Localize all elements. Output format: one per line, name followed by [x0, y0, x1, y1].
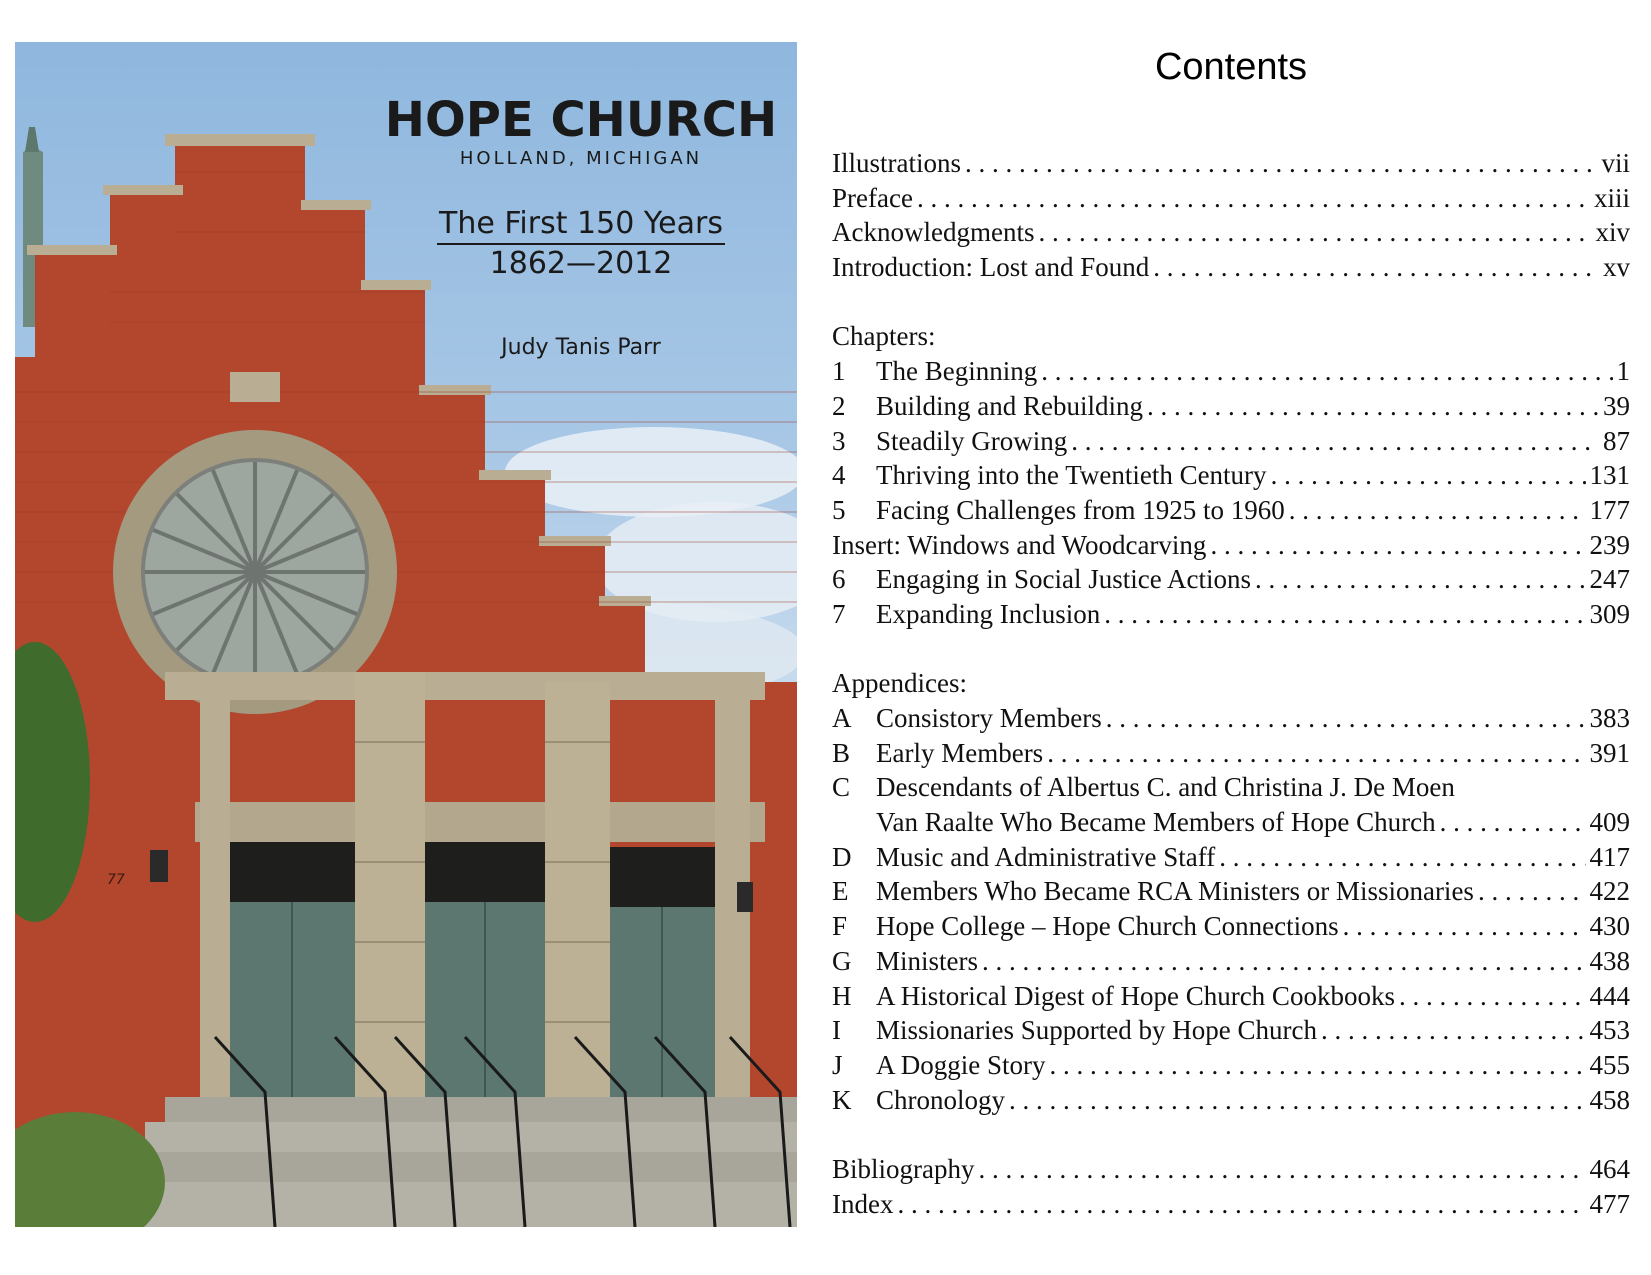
toc-entry-title: Facing Challenges from 1925 to 1960 [876, 494, 1285, 525]
toc-dot-leader [982, 944, 1585, 979]
toc-entry-title: Index [832, 1188, 894, 1219]
toc-entry-page: 464 [1589, 1153, 1630, 1184]
toc-dot-leader [1041, 354, 1612, 389]
toc-entry-title: Steadily Growing [876, 425, 1068, 456]
toc-entry-number: F [832, 911, 848, 942]
toc-dot-leader [1343, 909, 1586, 944]
toc-entry-page: xiv [1595, 217, 1630, 248]
toc-entry-number: 3 [832, 425, 846, 456]
toc-entry-page: 477 [1589, 1188, 1630, 1219]
toc-entry-title: Introduction: Lost and Found [832, 252, 1150, 283]
cover-title: HOPE CHURCH [384, 92, 778, 148]
toc-entry-number: 5 [832, 494, 846, 525]
toc-dot-leader [1106, 701, 1586, 736]
toc-spacer [832, 285, 1630, 320]
toc-entry-number: D [832, 841, 852, 872]
toc-entry-page: xv [1603, 252, 1630, 283]
toc-entry-number: I [832, 1015, 841, 1046]
toc-entry-title: Consistory Members [876, 703, 1102, 733]
toc-entry-number: B [832, 737, 851, 768]
toc-entry[interactable] [832, 944, 1630, 979]
toc-entry-number: K [832, 1084, 852, 1115]
toc-dot-leader [979, 1152, 1586, 1187]
toc-entry-page: 239 [1589, 529, 1630, 560]
toc-entry-page: 131 [1589, 460, 1630, 491]
toc-entry-number: 4 [832, 460, 846, 491]
toc-entry-number: H [832, 980, 852, 1011]
toc-dot-leader [1009, 1083, 1585, 1118]
toc-entry[interactable] [832, 493, 1630, 528]
toc-entry-title: Thriving into the Twentieth Century [876, 460, 1267, 491]
toc-entry-title: Descendants of Albertus C. and Christina J. De Moen [876, 772, 1455, 803]
toc-entry[interactable] [832, 250, 1630, 285]
toc-section-heading: Chapters: [832, 321, 936, 352]
toc-entry-number: G [832, 945, 852, 976]
toc-entry[interactable] [832, 528, 1630, 563]
toc-dot-leader [1255, 562, 1586, 597]
toc-dot-leader [1153, 250, 1599, 285]
toc-entry[interactable] [832, 770, 1630, 805]
toc-entry-title: Hope College – Hope Church Connections [876, 911, 1339, 942]
toc-entry-number: E [832, 876, 849, 907]
toc-entry-title: Ministers [876, 945, 979, 976]
cover-subtitle: HOLLAND, MICHIGAN [459, 148, 703, 169]
toc-entry-title: Building and Rebuilding [876, 390, 1143, 421]
table-of-contents [832, 40, 1630, 1219]
toc-entry-title: A Doggie Story [876, 1049, 1046, 1080]
toc-dot-leader [1289, 493, 1586, 528]
toc-entry[interactable] [832, 562, 1630, 597]
toc-entry[interactable] [832, 979, 1630, 1014]
book-cover [15, 42, 797, 1227]
toc-entry[interactable] [832, 736, 1630, 771]
toc-entry[interactable] [832, 424, 1630, 459]
toc-spacer [832, 1117, 1630, 1152]
toc-entry[interactable] [832, 1013, 1630, 1048]
toc-entry-page: 458 [1589, 1084, 1630, 1115]
toc-entry-page: xiii [1593, 182, 1630, 213]
toc-entry[interactable] [832, 874, 1630, 909]
toc-entry-title: Bibliography [832, 1153, 975, 1184]
contents-heading: Contents [1154, 46, 1308, 88]
toc-entry[interactable] [832, 181, 1630, 216]
toc-entry[interactable] [832, 1187, 1630, 1222]
toc-entry-page: vii [1601, 148, 1630, 178]
toc-entry-title: Chronology [876, 1084, 1006, 1115]
toc-entry[interactable] [832, 840, 1630, 875]
toc-entry-title: Members Who Became RCA Ministers or Missionaries [876, 876, 1474, 907]
toc-entry[interactable] [832, 146, 1630, 181]
toc-entry-page: 87 [1603, 425, 1630, 456]
toc-entry-page: 383 [1589, 703, 1630, 733]
toc-dot-leader [917, 181, 1590, 216]
toc-entry-title: Missionaries Supported by Hope Church [876, 1015, 1317, 1046]
toc-entry[interactable] [832, 1083, 1630, 1118]
toc-entry-page: 417 [1589, 841, 1630, 872]
toc-entry[interactable] [832, 805, 1630, 840]
toc-entry-title: A Historical Digest of Hope Church Cookbooks [876, 980, 1395, 1011]
toc-entry[interactable] [832, 1152, 1630, 1187]
toc-entry-page: 453 [1589, 1015, 1630, 1046]
toc-entry-page: 422 [1589, 876, 1630, 907]
toc-spacer [832, 632, 1630, 667]
toc-dot-leader [1038, 215, 1591, 250]
toc-entry-number: 2 [832, 390, 846, 421]
toc-entry[interactable] [832, 909, 1630, 944]
toc-dot-leader [1104, 597, 1585, 632]
toc-dot-leader [1478, 874, 1586, 909]
cover-author: Judy Tanis Parr [501, 335, 661, 360]
toc-dot-leader [1047, 736, 1585, 771]
cover-years [375, 205, 787, 283]
toc-entry-page: 1 [1616, 356, 1630, 387]
toc-entry-title: Acknowledgments [832, 217, 1035, 248]
toc-entry-page: 409 [1589, 807, 1630, 838]
toc-entry-number: 1 [832, 356, 846, 387]
toc-entry-page: 309 [1589, 598, 1630, 629]
toc-entry-title: Insert: Windows and Woodcarving [832, 529, 1207, 560]
cover-years-line1: The First 150 Years [437, 205, 725, 245]
toc-entry[interactable] [832, 354, 1630, 389]
toc-entry[interactable] [832, 389, 1630, 424]
toc-entry-number: A [832, 703, 852, 733]
toc-entry-page: 177 [1589, 494, 1630, 525]
toc-entry-title: Early Members [876, 737, 1044, 768]
toc-entry-page: 247 [1589, 564, 1630, 595]
toc-entry-title: Preface [832, 182, 913, 213]
toc-section-heading: Appendices: [832, 668, 967, 699]
toc-entry-title: Music and Administrative Staff [876, 841, 1216, 872]
toc-dot-leader [1071, 424, 1599, 459]
toc-dot-leader [1050, 1048, 1586, 1083]
toc-entry-title: Expanding Inclusion [876, 598, 1101, 629]
toc-dot-leader [1210, 528, 1585, 563]
toc-entry-title: Illustrations [832, 148, 961, 178]
toc-entry[interactable] [832, 597, 1630, 632]
toc-entry-number: 7 [832, 598, 846, 629]
toc-entry-number: 6 [832, 564, 846, 595]
toc-list [832, 146, 1630, 1221]
toc-entry-page: 455 [1589, 1049, 1630, 1080]
toc-entry-title: The Beginning [876, 356, 1038, 387]
toc-dot-leader [1399, 979, 1586, 1014]
toc-entry-page: 391 [1589, 737, 1630, 768]
toc-entry-number: C [832, 772, 851, 803]
toc-entry-title: Van Raalte Who Became Members of Hope Church [876, 807, 1436, 838]
toc-entry-title: Engaging in Social Justice Actions [876, 564, 1251, 595]
toc-dot-leader [1271, 458, 1586, 493]
address-number: 77 [107, 872, 125, 888]
cover-years-line2: 1862—2012 [489, 246, 673, 281]
toc-entry[interactable] [832, 1048, 1630, 1083]
toc-entry-page: 39 [1603, 390, 1630, 421]
toc-dot-leader [1321, 1013, 1586, 1048]
toc-entry-page: 430 [1589, 911, 1630, 942]
toc-dot-leader [1440, 805, 1586, 840]
toc-entry[interactable] [832, 701, 1630, 736]
toc-entry[interactable] [832, 215, 1630, 250]
toc-entry-number: J [832, 1049, 843, 1080]
toc-dot-leader [965, 146, 1597, 181]
toc-entry-page: 444 [1589, 980, 1630, 1011]
toc-entry[interactable] [832, 458, 1630, 493]
toc-dot-leader [1219, 840, 1585, 875]
toc-dot-leader [1147, 389, 1599, 424]
toc-dot-leader [897, 1187, 1585, 1222]
cover-text-block [375, 94, 787, 360]
toc-entry-page: 438 [1589, 945, 1630, 976]
